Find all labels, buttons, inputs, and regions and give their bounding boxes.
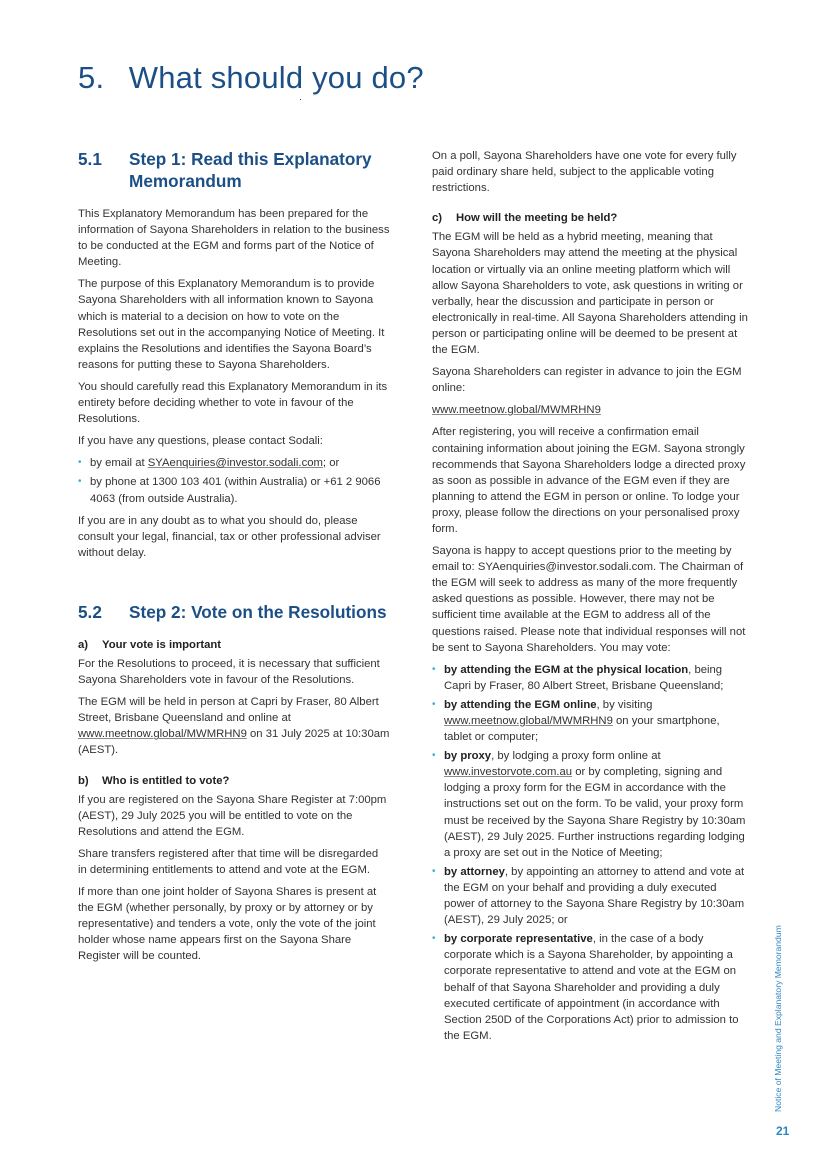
voting-options-list <box>432 662 748 1044</box>
list-item: • by attending the EGM at the physical location, being Capri by Fraser, 80 Albert Street, Brisbane Queensland; <box>432 663 724 692</box>
paragraph: The EGM will be held in person at Capri by Fraser, 80 Albert Street, Brisbane Queensland and online at www.meetnow.global/MWMRHN9 on 31 July 2025 at 10:30am (AEST). <box>78 696 390 757</box>
right-column <box>432 148 748 1050</box>
bullet-icon: • <box>432 698 436 710</box>
document-title-vertical: Notice of Meeting and Explanatory Memorandum <box>773 925 783 1112</box>
section-heading-5-2 <box>78 601 390 623</box>
list-item: • by attending the EGM online, by visiting www.meetnow.global/MWMRHN9 on your smartphone, tablet or computer; <box>432 698 720 744</box>
meeting-link[interactable]: www.meetnow.global/MWMRHN9 <box>432 404 601 417</box>
section-heading-5-1 <box>78 148 390 192</box>
paragraph: If you are registered on the Sayona Share Register at 7:00pm (AEST), 29 July 2025 you will be entitled to vote on the Resolutions and attend the EGM. <box>78 793 387 838</box>
paragraph: You should carefully read this Explanatory Memorandum in its entirety before deciding whether to vote in favour of the Resolutions. <box>78 380 388 426</box>
paragraph <box>432 402 748 418</box>
email-link[interactable]: SYAenquiries@investor.sodali.com <box>147 457 323 470</box>
section-number: 5.1 <box>78 149 102 169</box>
paragraph: After registering, you will receive a confirmation email containing information about joining the EGM. Sayona strongly recommends that Sayona Shareholders lodge a directed proxy as soon as possible in advance of the EGM even if they are planning to attend the EGM in person or online. To lodge your proxy, please follow the directions on your personalised proxy form. <box>432 426 746 535</box>
subheading-b: b) Who is entitled to vote? <box>78 774 230 787</box>
bullet-icon: • <box>432 750 436 762</box>
bullet-icon: • <box>78 457 82 469</box>
list-item: • by attorney, by appointing an attorney to attend and vote at the EGM on your behalf and providing a duly executed power of attorney to the Sayona Share Registry by 10:30am (AEST), 29 July 2025; or <box>432 865 745 927</box>
section-title: Step 2: Vote on the Resolutions <box>129 601 387 622</box>
paragraph: For the Resolutions to proceed, it is necessary that sufficient Sayona Shareholders vote in favour of the Resolutions. <box>78 657 380 687</box>
paragraph: The purpose of this Explanatory Memorandum is to provide Sayona Shareholders with all information known to Sayona which is material to a decision on how to vote on the Resolutions set out in the accompanying Notice of Meeting. It explains the Resolutions and identifies the Sayona Board’s reasons for putting these to Sayona Shareholders. <box>78 278 385 371</box>
meeting-link[interactable]: www.meetnow.global/MWMRHN9 <box>78 728 247 741</box>
paragraph: Share transfers registered after that time will be disregarded in determining entitlements to attend and vote at the EGM. <box>78 847 379 876</box>
paragraph: If you have any questions, please contact Sodali: <box>78 435 323 448</box>
list-item: • by corporate representative, in the case of a body corporate which is a Sayona Shareholder, by appointing a corporate representative to attend and vote at the EGM on behalf of that Sayona Shareholder and providing a duly executed certificate of appointment (in accordance with Section 250D of the Corporations Act) prior to admission to the EGM. <box>432 933 739 1042</box>
section-number: 5.2 <box>78 601 102 622</box>
contact-list <box>78 455 390 506</box>
paragraph: The EGM will be held as a hybrid meeting, meaning that Sayona Shareholders may attend the meeting at the physical location or virtually via an online meeting platform which will allow Sayona Shareholders to vote, ask questions in writing or verbally, hear the discussion and participate in person or electronically in real-time. All Sayona Shareholders attending in person or participating online will be deemed to be present at the EGM. <box>432 231 748 357</box>
paragraph: This Explanatory Memorandum has been prepared for the information of Sayona Shareholders in relation to the business to be conducted at the EGM and forms part of the Notice of Meeting. <box>78 208 390 269</box>
bullet-icon: • <box>432 933 436 945</box>
investorvote-link[interactable]: www.investorvote.com.au <box>444 766 573 779</box>
page-number: 21 <box>776 1124 790 1138</box>
list-item: • by email at SYAenquiries@investor.sodali.com; or <box>78 455 390 471</box>
paragraph: Sayona Shareholders can register in advance to join the EGM online: <box>432 366 742 395</box>
section-title: Step 1: Read this Explanatory Memorandum <box>129 149 372 191</box>
list-item: • by phone at 1300 103 401 (within Australia) or +61 2 9066 4063 (from outside Australia). <box>78 476 381 505</box>
paragraph: On a poll, Sayona Shareholders have one vote for every fully paid ordinary share held, subject to the applicable voting restrictions. <box>432 150 737 195</box>
meeting-link[interactable]: www.meetnow.global/MWMRHN9 <box>444 715 613 727</box>
list-item: • by proxy, by lodging a proxy form online at www.investorvote.com.au or by completing, signing and lodging a proxy form for the EGM in accordance with the instructions set out on the form. To be valid, your proxy form must be received by the Sayona Share Registry by 10:30am (AEST), 29 July 2025. Further instructions regarding lodging a proxy are set out in the Notice of Meeting; <box>432 750 746 859</box>
page-title: 5. What should you do? <box>78 60 424 95</box>
subheading-a: a) Your vote is important <box>78 638 222 651</box>
paragraph: If more than one joint holder of Sayona Shares is present at the EGM (whether personally, by proxy or by attorney or by representative) and tenders a vote, only the vote of the joint holder whose name appears first on the Sayona Share Register will be counted. <box>78 886 377 963</box>
left-column <box>78 148 390 971</box>
stray-mark <box>300 99 301 100</box>
paragraph: If you are in any doubt as to what you should do, please consult your legal, financial, tax or other professional adviser without delay. <box>78 514 381 559</box>
bullet-icon: • <box>432 865 436 877</box>
subheading-c: c) How will the meeting be held? <box>432 212 618 225</box>
bullet-icon: • <box>78 476 82 488</box>
bullet-icon: • <box>432 663 436 675</box>
paragraph: Sayona is happy to accept questions prior to the meeting by email to: SYAenquiries@investor.sodali.com. The Chairman of the EGM will seek to address as many of the more frequently asked questions as possible. However, there may not be sufficient time available at the EGM to address all of the questions raised. Please note that individual responses will not be sent to Sayona Shareholders. You may vote: <box>432 545 746 654</box>
